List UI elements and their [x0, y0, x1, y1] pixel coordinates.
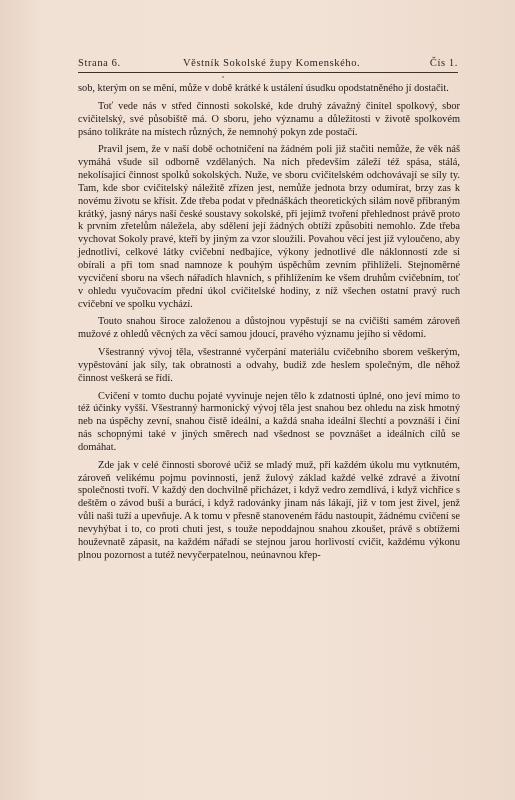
paragraph: Toť vede nás v střed činnosti sokolské, kde druhý závažný činitel spolkový, sbor cvičitelský, své působiště má. O sboru, jeho významu a důležitosti v životě spolkovém psáno tolikráte na místech různých, že nemnohý pokyn zde postačí.	[78, 100, 460, 138]
paragraph: Touto snahou široce založenou a důstojnou vypěstují se na cvičišti samém zároveň mužové z ohledů věcných za věcí samou jdoucí, pravého významu jejího si vědomí.	[78, 316, 460, 341]
page-number-label: Strana 6.	[78, 58, 121, 69]
article-body	[78, 83, 460, 568]
paragraph: Cvičení v tomto duchu pojaté vyvinuje nejen tělo k zdatnosti úplné, ono jeví mimo to též účinky vyšší. Všestranný harmonický vývoj těla jest snahou bez ohledu na zisk hmotný neb na úspěchy zevní, snahou čistě ideální, a každá snaha ideální šlechtí a povznáší i činí nás schopnými také v jiných směrech nad všednost se povznášet a ideálních cílů se domáhat.	[78, 390, 460, 453]
publication-title: Věstník Sokolské župy Komenského.	[183, 58, 361, 69]
paper-speck	[222, 76, 224, 78]
issue-number: Čís 1.	[429, 58, 458, 69]
paragraph: Pravil jsem, že v naší době ochotničení na žádném poli již stačiti nemůže, že věk náš vymáhá všude sil odborně vzdělaných. Na nich především záleží též spása, stálá, nekolísající činnost spolků sokolských. Nuže, ve sboru cvičitelském odchovávají se síly ty. Tam, kde sbor cvičitelský náležitě zřízen jest, nemůže jednota brzy odumírat, brzy zas k novému životu se křísit. Zde třeba podat v přednáškách theoretických silám nově přibraným krátký, jasný nárys naší české soustavy sokolské, při jejímž tvoření přehlednost právě proto k prvním zřetelům náležela, aby sdělení její žádných obtíží způsobiti nemohlo. Zde třeba vychovat Sokoly pravé, kteří by jiným za vzor sloužili. Povahou věcí jest již vyloučeno, aby jednotliví, celkové látky cvičební nedbajíce, výkony jednotlivé dle náklonnosti zde si obírali a při tom snad namnoze k pouhým úspěchům zevním přihlíželi. Stejnoměrné vycvičení sboru na všech nářadích hlavních, s přihlížením ke všem druhům cvičebním, toť v ohledu vyučovacím přední úkol cvičitelské hodiny, z níž všechen ostatní pravý ruch cvičební ve spolku vychází.	[78, 144, 460, 310]
header-rule	[78, 72, 458, 73]
paragraph-continuation: sob, kterým on se mění, může v době krátké k ustálení úsudku opodstatněného jí dostačit.	[78, 83, 449, 94]
running-header	[78, 58, 458, 72]
paragraph: Všestranný vývoj těla, všestranné vyčerpání materiálu cvičebního sborem veškerým, vypěstování jak síly, tak obratnosti a odvahy, budiž zde heslem společným, dle něhož činnost veškerá se řídí.	[78, 347, 460, 384]
paragraph: Zde jak v celé činnosti sborové učiž se mladý muž, při každém úkolu mu vytknutém, zároveň velikému pojmu povinnosti, jenž žulový základ každé velké zdravé a životní společnosti tvoří. V každý den dochvilně přicházet, i když vedro zemdlívá, i když vichřice s deštěm o závod buší a burácí, i když radovánky jinam nás lákají, již v tom jest živel, jenž vůli naši tuží a upevňuje. A k tomu v přesně stanoveném řádu nastoupit, žádnému cvičení se nevyhýbat i to, co proti chuti jest, s touže nepoddajnou snahou zkoušet, právě s obtížemi houževnatě zápasit, na každém nářadí se stejnou jarou horlivostí cvičit, každému výkonu plnou pozornost a tutéž nevyčerpatelnou, neúnavnou křep-	[78, 459, 460, 561]
